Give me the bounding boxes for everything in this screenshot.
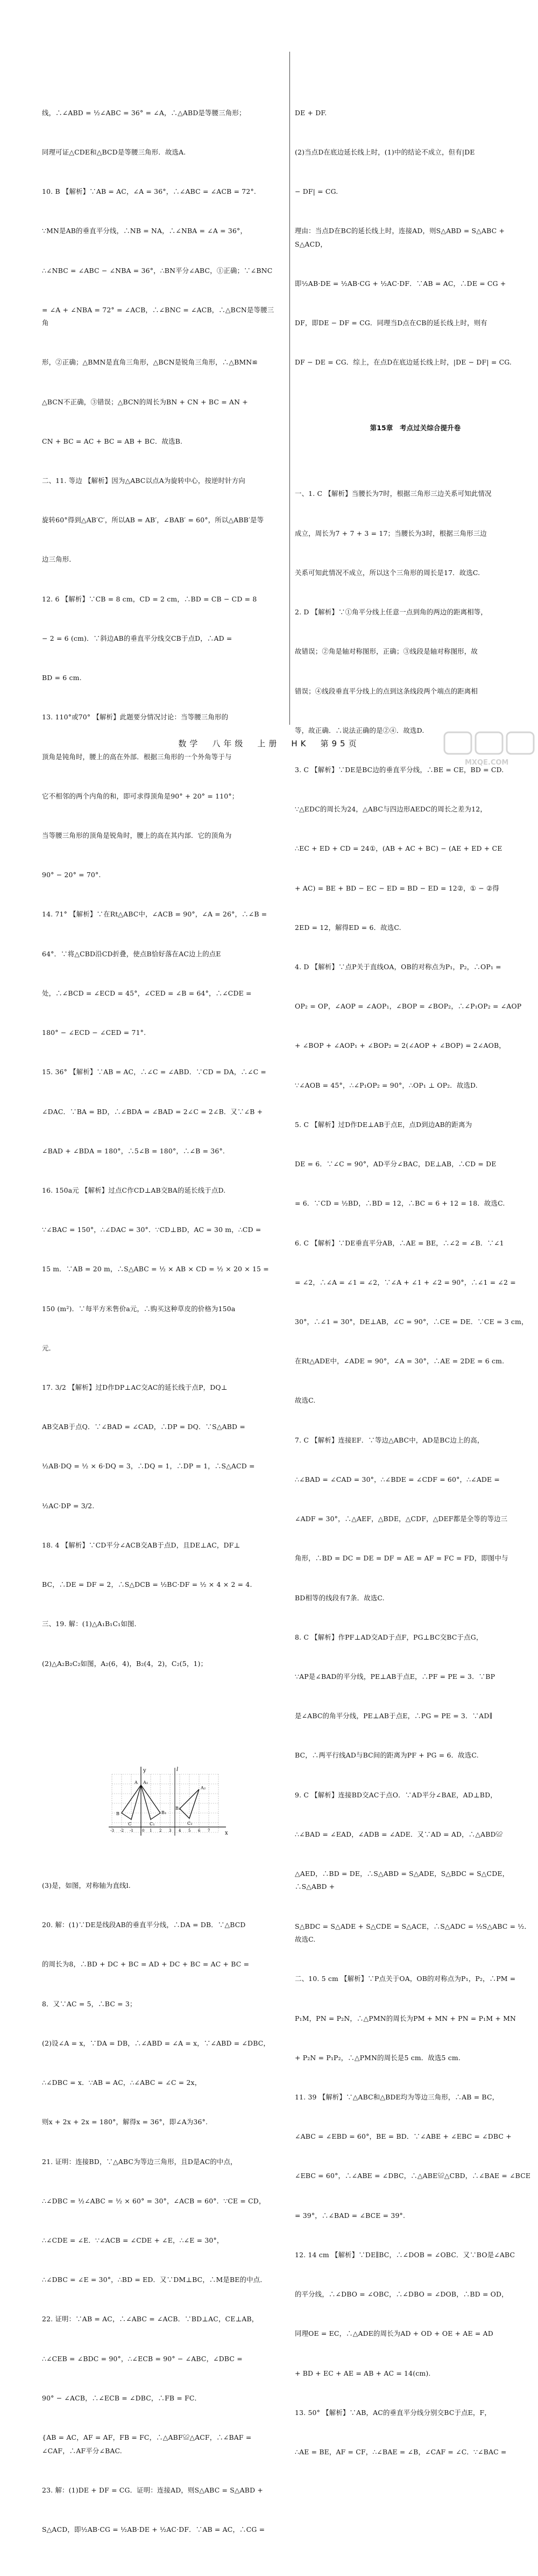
text-line: (2)当点D在底边延长线上时，(1)中的结论不成立，但有|DE: [295, 148, 475, 156]
text-line: 三、19. 解：(1)△A₁B₁C₁如图．: [42, 1620, 141, 1628]
text-line: 当等腰三角形的顶角是锐角时，腰上的高在其内部．它的顶角为: [42, 831, 232, 839]
text-line: 18. 4 【解析】∵CD平分∠ACB交AB于点D，且DE⊥AC，DF⊥: [42, 1541, 240, 1549]
y-axis-label: y: [143, 1767, 146, 1774]
tick-label: -1: [130, 1828, 134, 1833]
text-line: ∠BAD + ∠BDA = 180°，∴5∠B = 180°，∴∠B = 36°.: [42, 1146, 225, 1155]
text-line: 二、11. 等边 【解析】因为△ABC以点A为旋转中心，按逆时针方向: [42, 477, 245, 485]
text-line: ½AC·DP = 3/2.: [42, 1501, 95, 1510]
text-line: 22. 证明：∵AB = AC，∴∠ABC = ∠ACB．∵BD⊥AC，CE⊥AB，: [42, 2315, 259, 2323]
text-line: S△ACD，即½AB·CG = ½AB·DE + ½AC·DF．∵AB = AC，∴CG =: [42, 2525, 265, 2533]
text-line: △AED，∴BD = DE，∴S△ABD = S△ADE，S△BDC = S△CDE，∴S△ABD +: [295, 1870, 509, 1891]
line-l-label: l: [176, 1766, 179, 1773]
tick-label: 7: [208, 1828, 210, 1833]
text-line: 旋转60°得到△AB′C′，所以AB = AB′，∠BAB′ = 60°，所以△ABB′是等: [42, 516, 264, 524]
text-line: + ∠BOP + ∠AOP₁ + ∠BOP₂ = 2(∠AOP + ∠BOP) = 2∠AOB，: [295, 1041, 506, 1050]
text-line: ∠EBC = 60°，∴∠ABE = ∠DBC，∴△ABE≌△CBD，∴∠BAE = ∠BCE: [295, 2172, 531, 2180]
text-line: 关系可知此情况不成立，所以这个三角形的周长是17．故选C.: [295, 568, 480, 577]
text-line: ½AB·DQ = ½ × 6·DQ = 3，∴DQ = 1，∴DP = 1，∴S△ACD =: [42, 1462, 255, 1471]
right-column: [295, 54, 536, 2498]
text-line: 线，∴∠ABD = ½∠ABC = 36° = ∠A，∴△ABD是等腰三角形；: [42, 108, 246, 117]
text-line: 13. 110°或70° 【解析】此题要分情况讨论：当等腰三角形的: [42, 713, 229, 722]
text-line: 15. 36° 【解析】∵AB = AC，∴∠C = ∠ABD．∵CD = DA，∴∠C =: [42, 1068, 267, 1076]
text-line: 是∠ABC的角平分线，PE⊥AB于点E，∴PG = PE = 3．∵AD∥: [295, 1712, 493, 1720]
text-line: − DF| = CG.: [295, 187, 338, 196]
text-line: CN + BC = AC + BC = AB + BC．故选B.: [42, 437, 183, 445]
text-line: 的平分线，∴∠DBO = ∠OBC，∴∠DBO = ∠DOB，∴BD = OD，: [295, 2290, 508, 2299]
text-line: = ∠A + ∠NBA = 72° = ∠ACB，∴∠BNC = ∠ACB，∴△BCN是等腰三角: [42, 305, 274, 327]
text-line: AB交AB于点Q．∵∠BAD = ∠CAD，∴DP = DQ．∵S△ABD =: [42, 1423, 245, 1431]
text-line: 形，②正确；△BMN是直角三角形，△BCN是锐角三角形，∴△BMN≌: [42, 358, 258, 367]
text-line: 180° − ∠ECD − ∠CED = 71°.: [42, 1028, 146, 1037]
text-line: ∴∠BAD = ∠CAD = 30°，∴∠BDE = ∠CDF = 60°，∴∠ADE =: [295, 1475, 500, 1483]
point-label: B: [116, 1811, 120, 1816]
text-line: 9. C 【解析】连接BD交AC于点O．∵AD平分∠BAE，AD⊥BD，: [295, 1790, 497, 1799]
text-line: DE = 6．∵∠C = 90°，AD平分∠BAC，DE⊥AB，∴CD = DE: [295, 1160, 497, 1168]
text-line: 同理OE = EC，∴△ADE的周长为AD + OD + OE + AE = AD: [295, 2329, 493, 2338]
point-label: A₁: [143, 1780, 148, 1785]
text-line: ∵MN是AB的垂直平分线，∴NB = NA，∴∠NBA = ∠A = 36°，: [42, 227, 247, 235]
text-line: ∴∠DBC = ∠E = 30°，∴BD = ED．又∵DM⊥BC，∴M是BE的中点．: [42, 2276, 267, 2284]
text-line: OP₂ = OP，∠AOP = ∠AOP₁，∠BOP = ∠BOP₂，∴∠P₁OP₂ = ∠AOP: [295, 1002, 522, 1011]
tick-label: 6: [198, 1828, 201, 1833]
text-line: 64°．∵将△CBD沿CD折叠，使点B恰好落在AC边上的点E: [42, 949, 221, 958]
tick-label: -3: [110, 1828, 115, 1833]
text-line: P₁M，PN = P₂N，∴△PMN的周长为PM + MN + PN = P₁M + MN: [295, 2014, 516, 2022]
text-line: ∴∠CDE = ∠E．∵∠ACB = ∠CDE + ∠E，∴∠E = 30°，: [42, 2236, 224, 2244]
tick-label: 1: [150, 1828, 152, 1833]
coordinate-figure: [107, 1737, 230, 1836]
text-line: 12. 6 【解析】∵CB = 8 cm，CD = 2 cm，∴BD = CB − CD = 8: [42, 594, 257, 603]
text-line: 5. C 【解析】过D作DE⊥AB于点E，点D到边AB的距离为: [295, 1120, 472, 1129]
text-line: ∴EC + ED + CD = 24①，(AB + AC + BC) − (AE + ED + CE: [295, 844, 502, 853]
text-line: 同理可证△CDE和△BCD是等腰三角形．故选A.: [42, 148, 186, 156]
text-line: 即½AB·DE = ½AB·CG + ½AC·DF．∵AB = AC，∴DE = CG +: [295, 279, 506, 288]
text-line: 成立，周长为7 + 7 + 3 = 17；当腰长为3时，根据三角形三边: [295, 529, 487, 537]
left-column: [42, 54, 279, 2576]
tick-label: 5: [188, 1828, 191, 1833]
text-line: 3. C 【解析】∵DE是BC边的垂直平分线，∴BE = CE，BD = CD.: [295, 765, 504, 774]
text-line: ∠ABC = ∠EBD = 60°，BE = BD．∵∠ABE + ∠EBC = ∠DBC +: [295, 2132, 512, 2141]
text-line: 二、10. 5 cm 【解析】∵P点关于OA，OB的对称点为P₁，P₂，∴PM =: [295, 1975, 516, 1983]
text-line: 7. C 【解析】连接EF．∵等边△ABC中，AD是BC边上的高，: [295, 1436, 484, 1444]
text-line: = 39°，∴∠BAD = ∠BCE = 39°.: [295, 2211, 406, 2220]
text-line: 17. 3/2 【解析】过D作DP⊥AC交AC的延长线于点P，DQ⊥: [42, 1383, 228, 1392]
text-line: 150 (m²)．∵每平方米售价a元，∴购买这种草皮的价格为150a: [42, 1304, 236, 1313]
text-line: ∵∠BAC = 150°，∴∠DAC = 30°．∵CD⊥BD，AC = 30 m，∴CD =: [42, 1226, 261, 1234]
text-line: {AB = AC，AF = AF，FB = FC，∴△ABF≌△ACF，∴∠BAF = ∠CAF，∴AF平分∠BAC.: [42, 2433, 254, 2455]
text-line: 10. B 【解析】∵AB = AC，∠A = 36°，∴∠ABC = ∠ACB = 72°.: [42, 187, 256, 196]
text-line: ∴AE = BE，AF = CF，∴∠BAE = ∠B，∠CAF = ∠C．∵∠BAC =: [295, 2447, 507, 2456]
tick-label: -2: [120, 1828, 124, 1833]
text-line: DF − DE = CG．综上，在点D在底边延长线上时，|DE − DF| = CG.: [295, 358, 512, 367]
point-label: C₂: [187, 1821, 193, 1826]
point-label: C₁: [150, 1821, 155, 1826]
text-line: 13. 50° 【解析】∵AB，AC的垂直平分线分别交BC于点E，F，: [295, 2408, 491, 2417]
text-line: ∴∠DBC = x．∵AB = AC，∴∠ABC = ∠C = 2x，: [42, 2078, 202, 2087]
text-line: △BCN不正确，③错误；△BCN的周长为BN + CN + BC = AN +: [42, 397, 248, 406]
text-line: = 6．∵CD = ½BD，∴BD = 12，∴BC = 6 + 12 = 18．故选C.: [295, 1199, 505, 1208]
watermark-text: MXQE.COM: [465, 759, 509, 767]
text-line: 14. 71° 【解析】∵在Rt△ABC中，∠ACB = 90°，∠A = 26°，∴∠B =: [42, 910, 267, 919]
x-axis-label: x: [225, 1830, 228, 1836]
text-line: 90° − ∠ACB，∴∠ECB = ∠DBC，∴FB = FC．: [42, 2393, 202, 2402]
text-line: 等，故正确．∴说法正确的是②④．故选D.: [295, 726, 424, 734]
text-line: BC，∴DE = DF = 2，∴S△DCB = ½BC·DF = ½ × 4 × 2 = 4.: [42, 1580, 252, 1589]
text-line: 15 m．∵AB = 20 m，∴S△ABC = ½ × AB × CD = ½ × 20 × 15 =: [42, 1265, 269, 1273]
text-line: + AC) = BE + BD − EC − ED = BD − ED = 12②，① − ②得: [295, 884, 499, 892]
text-line: ∵∠AOB = 45°，∴∠P₁OP₂ = 90°，∴OP₁ ⊥ OP₂．故选D.: [295, 1081, 478, 1089]
tick-label: 2: [159, 1828, 162, 1833]
text-line: 顶角是钝角时，腰上的高在外部．根据三角形的一个外角等于与: [42, 752, 232, 761]
page-footer: 数学 八年级 上册 HK 第95页: [178, 739, 360, 748]
text-line: 90° − 20° = 70°.: [42, 871, 101, 879]
text-line: = ∠2，∴∠A = ∠1 = ∠2，∵∠A + ∠1 + ∠2 = 90°，∴∠1 = ∠2 =: [295, 1278, 516, 1286]
text-line: 则x + 2x + 2x = 180°，解得x = 36°，即∠A为36°.: [42, 2118, 208, 2126]
text-line: DE + DF.: [295, 108, 327, 117]
text-line: 角形，∴BD = DC = DE = DF = AE = AF = FC = FD，即图中与: [295, 1554, 508, 1563]
text-line: BC，∴两平行线AD与BC间的距离为PF + PG = 6．故选C.: [295, 1751, 479, 1760]
text-line: 20. 解：(1)∵DE是线段AB的垂直平分线，∴DA = DB．∵△BCD: [42, 1921, 246, 1929]
left-text-block-2: [42, 1853, 279, 2563]
text-line: 元．: [42, 1343, 56, 1352]
text-line: 故选C.: [295, 1396, 316, 1405]
text-line: 8．又∵AC = 5，∴BC = 3；: [42, 1999, 137, 2008]
watermark-logo: [443, 731, 535, 768]
text-line: 8. C 【解析】作PF⊥AD交AD于点F，PG⊥BC交BC于点G，: [295, 1633, 483, 1641]
text-line: 它不相邻的两个内角的和，即可求得顶角是90° + 20° = 110°；: [42, 792, 239, 800]
point-label: A: [134, 1780, 138, 1785]
text-line: 12. 14 cm 【解析】∵DE∥BC，∴∠DOB = ∠OBC．又∵BO是∠ABC: [295, 2250, 515, 2259]
tick-label: 4: [179, 1828, 181, 1833]
point-label: C: [128, 1821, 132, 1826]
text-line: 21. 证明：连接BD，∵△ABC为等边三角形，且D是AC的中点，: [42, 2157, 237, 2166]
text-line: 23. 解：(1)DE + DF = CG．证明：连接AD，则S△ABC = S△ABD +: [42, 2486, 263, 2494]
text-line: ∵AP是∠BAD的平分线，PE⊥AB于点E，∴PF = PE = 3．∵BP: [295, 1672, 495, 1681]
text-line: (3)是，如图，对称轴为直线l.: [42, 1881, 131, 1890]
text-line: BD = 6 cm.: [42, 674, 82, 682]
text-line: ∠DAC．∵BA = BD，∴∠BDA = ∠BAD = 2∠C = 2∠B．又∵∠B +: [42, 1107, 263, 1116]
text-line: 一、1. C 【解析】当腰长为7时，根据三角形三边关系可知此情况: [295, 489, 492, 498]
text-line: 在Rt△ADE中，∠ADE = 90°，∠A = 30°，∴AE = 2DE = 6 cm.: [295, 1357, 505, 1366]
text-line: 故错误；②角是轴对称图形，正确；③线段是轴对称图形，故: [295, 647, 478, 656]
text-line: ∠ADF = 30°，∴△AEF，△BDE，△CDF，△DEF都是全等的等边三: [295, 1515, 508, 1523]
text-line: + P₂N = P₁P₂，∴△PMN的周长是5 cm．故选5 cm.: [295, 2053, 461, 2062]
text-line: 的周长为8，∴BD + DC + BC = AD + DC + BC = AC + BC =: [42, 1960, 250, 1969]
text-line: DF，即DE − DF = CG．同理当D点在CB的延长线上时，则有: [295, 319, 487, 327]
watermark-box: [476, 732, 502, 754]
right-text-block: [295, 80, 536, 396]
text-line: ∵△EDC的周长为24，△ABC与四边形AEDC的周长之差为12，: [295, 805, 487, 814]
watermark-box: [444, 732, 471, 754]
text-line: ∴∠DBC = ½∠ABC = ½ × 60° = 30°，∠ACB = 60°．∵CE = CD，: [42, 2196, 266, 2205]
text-line: 2ED = 12，解得ED = 6．故选C.: [295, 923, 401, 932]
column-divider: [289, 52, 290, 725]
text-line: + BD + EC + AE = AB + AC = 14(cm).: [295, 2369, 431, 2377]
text-line: ∴∠CEB = ∠BDC = 90°，∴∠ECB = 90° − ∠ABC，∠DBC =: [42, 2354, 243, 2363]
text-line: 30°，∴∠1 = 30°，DE⊥AB，∠C = 90°，∴CE = DE．∵CE = 3 cm，: [295, 1318, 528, 1326]
text-line: S△BDC = S△ADE + S△CDE = S△ACE，∴S△ADC = ½S△ABC = ½．故选C.: [295, 1922, 532, 1944]
text-line: BD相等的线段有7条．故选C.: [295, 1593, 385, 1602]
text-line: 错误；④线段垂直平分线上的点到这条线段两个端点的距离相: [295, 687, 478, 695]
text-line: 11. 39 【解析】∵△ABC和△BDE均为等边三角形，∴AB = BC，: [295, 2092, 499, 2101]
text-line: 4. D 【解析】∵点P关于直线OA，OB的对称点为P₁，P₂，∴OP₁ =: [295, 963, 501, 971]
watermark-box: [507, 732, 534, 754]
text-line: 理由：当点D在BC的延长线上时，连接AD，则S△ABD = S△ABC + S△ACD，: [295, 227, 507, 248]
text-line: (2)△A₂B₂C₂如图，A₂(6，4)，B₂(4，2)，C₂(5，1)；: [42, 1659, 208, 1668]
text-line: ∴∠NBC = ∠ABC − ∠NBA = 36°，∴BN平分∠ABC，①正确；∵∠BNC: [42, 266, 273, 275]
left-text-block: [42, 80, 279, 1697]
tick-label: 3: [169, 1828, 172, 1833]
point-label: B₂: [175, 1805, 181, 1811]
chapter-heading: 第15章 考点过关综合提升卷: [370, 424, 461, 432]
point-label: A₂: [201, 1785, 206, 1790]
point-label: B₁: [161, 1810, 167, 1815]
text-line: (2)设∠A = x，∵DA = DB，∴∠ABD = ∠A = x，∵∠ABD = ∠DBC，: [42, 2039, 271, 2047]
text-line: 边三角形．: [42, 555, 76, 564]
tick-label: 0: [142, 1828, 145, 1833]
coordinate-grid-svg: [107, 1763, 230, 1839]
text-line: ∴∠BAD = ∠EAD，∠ADB = ∠ADE．又∵AD = AD，∴△ABD≌: [295, 1830, 503, 1838]
text-line: 16. 150a元 【解析】过点C作CD⊥AB交BA的延长线于点D.: [42, 1186, 226, 1194]
text-line: − 2 = 6 (cm)．∵斜边AB的垂直平分线交CB于点D，∴AD =: [42, 634, 232, 642]
text-line: 6. C 【解析】∵DE垂直平分AB，∴AE = BE，∴∠2 = ∠B．∵∠1: [295, 1238, 504, 1247]
text-line: 2. D 【解析】∵①角平分线上任意一点到角的两边的距离相等，: [295, 608, 487, 617]
text-line: 处，∴∠BCD = ∠ECD = 45°，∠CED = ∠B = 64°，∴∠CDE =: [42, 989, 252, 997]
